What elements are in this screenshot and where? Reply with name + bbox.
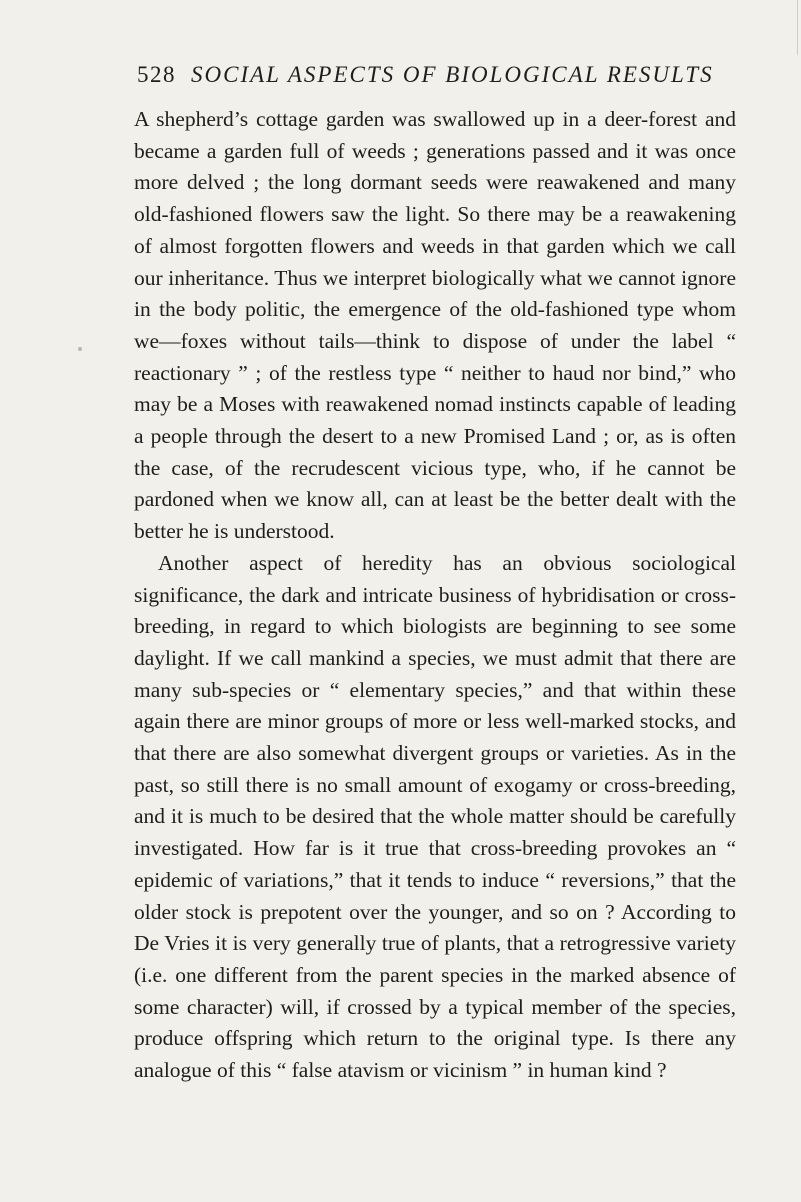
- paragraph-cross-breeding: Another aspect of heredity has an obvious sociological significance, the dark and intricate business of hybridisation or cross-breeding, in regard to which biologists are beginning to see some daylight. If we call mankind a species, we must admit that there are many sub-species or “ elementary species,” and that within these again there are minor groups of more or less well-marked stocks, and that there are also somewhat divergent groups or varieties. As in the past, so still there is no small amount of exogamy or cross-breeding, and it is much to be desired that the whole matter should be carefully investigated. How far is it true that cross-breeding provokes an “ epidemic of variations,” that it tends to induce “ reversions,” that the older stock is prepotent over the younger, and so on ? According to De Vries it is very generally true of plants, that a retrogressive variety (i.e. one different from the parent species in the marked absence of some character) will, if crossed by a typical member of the species, produce offspring which return to the original type. Is there any analogue of this “ false atavism or vicinism ” in human kind ?: [134, 550, 736, 1083]
- margin-speck: [78, 347, 82, 351]
- running-title: SOCIAL ASPECTS OF BIOLOGICAL RESULTS: [191, 62, 714, 87]
- body-text: [134, 104, 736, 1087]
- running-head: [137, 62, 737, 94]
- scan-edge-mark: [797, 0, 798, 55]
- paragraph-shepherd-garden: A shepherd’s cottage garden was swallowed up in a deer-forest and became a garden full of weeds ; generations passed and it was once more delved ; the long dormant seeds were reawakened and many old-fashioned flowers saw the light. So there may be a reawakening of almost forgotten flowers and weeds in that garden which we call our inheritance. Thus we interpret biologically what we cannot ignore in the body politic, the emergence of the old-fashioned type whom we—foxes without tails—think to dispose of under the label “ reactionary ” ; of the restless type “ neither to haud nor bind,” who may be a Moses with reawakened nomad instincts capable of leading a people through the desert to a new Promised Land ; or, as is often the case, of the recrudescent vicious type, who, if he cannot be pardoned when we know all, can at least be the better dealt with the better he is understood.: [134, 107, 736, 544]
- page-number: 528: [137, 62, 176, 87]
